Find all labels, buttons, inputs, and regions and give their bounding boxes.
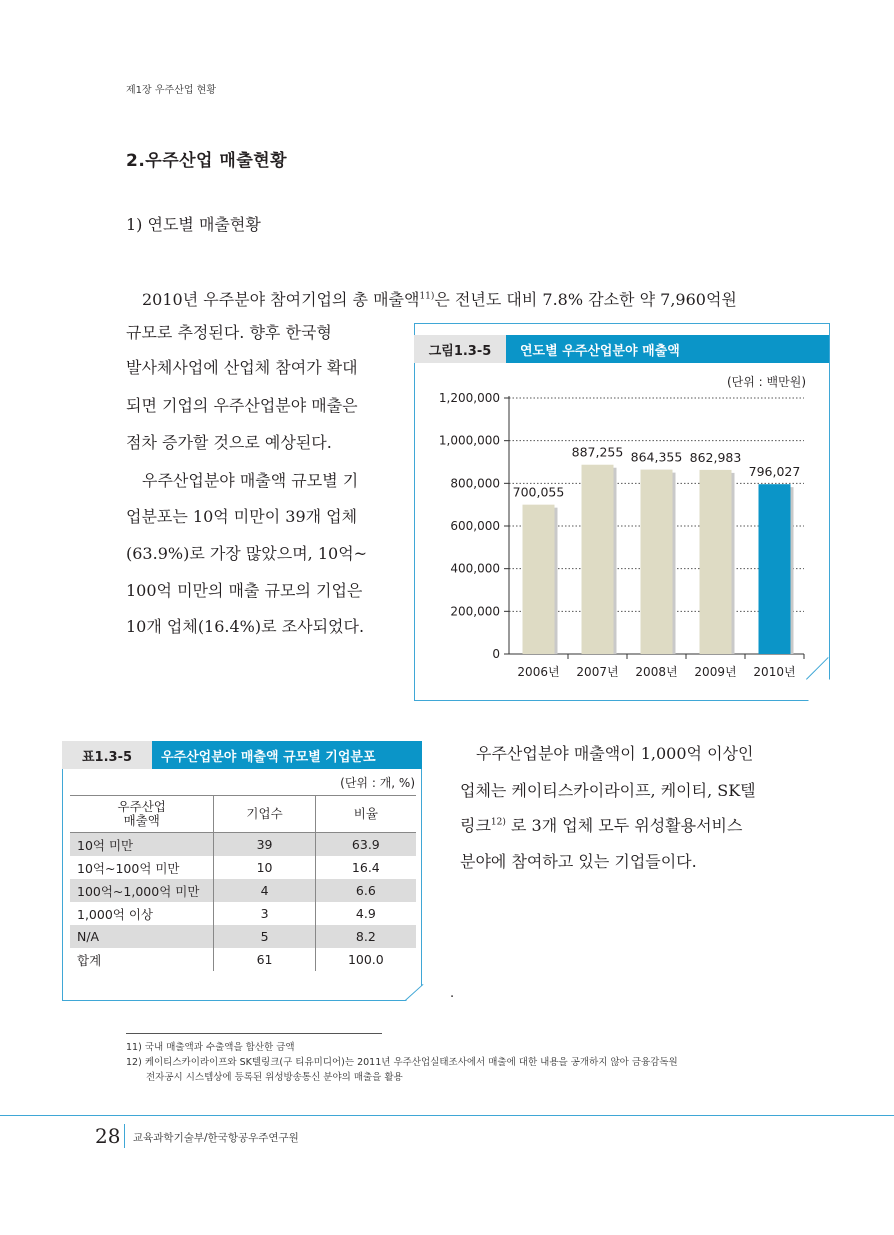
bar-2006년 <box>523 505 555 654</box>
table-title: 우주산업분야 매출액 규모별 기업분포 <box>152 741 422 769</box>
running-header: 제1장 우주산업 현황 <box>126 85 216 96</box>
paragraph1-line: 되면 기업의 우주산업분야 매출은 <box>126 396 358 415</box>
paragraph1-line: 점차 증가할 것으로 예상된다. <box>126 433 332 452</box>
y-tick-label: 800,000 <box>450 476 500 491</box>
chart-unit: (단위 : 백만원) <box>727 375 806 389</box>
x-tick-label: 2007년 <box>576 665 619 679</box>
stray-mark: . <box>450 986 455 1001</box>
table-row-total <box>70 948 416 971</box>
footnote-divider <box>126 1033 382 1034</box>
y-tick-label: 0 <box>492 647 500 661</box>
row-label: 100억~1,000억 미만 <box>70 879 214 902</box>
paragraph1-line: 업분포는 10억 미만이 39개 업체 <box>126 507 358 526</box>
table-row <box>70 902 416 925</box>
paragraph2-line: 링크$^{12)}$ 로 3개 업체 모두 위성활용서비스 <box>460 816 743 835</box>
bar-value-label: 862,983 <box>689 449 742 465</box>
row-label: 10억~100억 미만 <box>77 860 180 876</box>
bar-2008년 <box>641 470 673 654</box>
x-tick-label: 2009년 <box>694 665 737 679</box>
subsection-title: 1) 연도별 매출현황 <box>126 215 261 234</box>
x-tick-label: 2008년 <box>635 665 678 679</box>
bar-2007년 <box>582 465 614 654</box>
y-tick-label: 200,000 <box>450 604 500 619</box>
paragraph2-line: 분야에 참여하고 있는 기업들이다. <box>460 852 697 871</box>
revenue-bar-chart <box>414 365 828 695</box>
y-tick-label: 1,000,000 <box>438 433 500 448</box>
footnote: 전자공시 시스템상에 등록된 위성방송통신 분야의 매출을 활용 <box>146 1072 403 1083</box>
figure-title: 연도별 우주산업분야 매출액 <box>506 335 829 363</box>
bar-value-label: 887,255 <box>571 444 624 460</box>
section-title: 2.우주산업 매출현황 <box>126 151 288 171</box>
distribution-table <box>70 795 416 971</box>
row-ratio: 16.4 <box>315 856 416 879</box>
paragraph1-line: 100억 미만의 매출 규모의 기업은 <box>126 581 363 600</box>
row-count: 4 <box>214 879 315 902</box>
paragraph1-line: 2010년 우주분야 참여기업의 총 매출액$^{11)}$은 전년도 대비 7.8% 감소한 약 7,960억원 <box>142 290 737 309</box>
paragraph1-line: 우주산업분야 매출액 규모별 기 <box>142 471 359 490</box>
y-tick-label: 1,200,000 <box>438 391 500 405</box>
paragraph1-line: 규모로 추정된다. 향후 한국형 <box>126 323 332 342</box>
table-row <box>70 925 416 948</box>
footnote: 11) 국내 매출액과 수출액을 합산한 금액 <box>126 1042 295 1053</box>
bar-value-label: 864,355 <box>630 449 683 465</box>
paragraph1-line: 발사체사업에 산업체 참여가 확대 <box>126 358 358 377</box>
footnote: 12) 케이티스카이라이프와 SK텔링크(구 티유미디어)는 2011년 우주산업실태조사에서 매출에 대한 내용을 공개하지 않아 금융감독원 <box>126 1057 678 1068</box>
x-tick-label: 2010년 <box>753 665 796 679</box>
header-company-count: 기업수 <box>214 796 315 833</box>
row-count: 39 <box>214 833 315 857</box>
row-count: 3 <box>214 902 315 925</box>
paragraph2-line: 우주산업분야 매출액이 1,000억 이상인 <box>476 744 754 763</box>
table-row <box>70 879 416 902</box>
bar-value-label: 700,055 <box>512 484 565 500</box>
header-revenue-size: 우주산업 매출액 <box>70 796 214 833</box>
row-label: 1,000억 이상 <box>77 906 153 922</box>
row-ratio: 100.0 <box>315 948 416 971</box>
row-ratio: 6.6 <box>315 879 416 902</box>
table-unit: (단위 : 개, %) <box>340 776 415 790</box>
row-count: 61 <box>214 948 315 971</box>
figure-label: 그림1.3-5 <box>414 335 506 363</box>
table-row <box>70 856 416 879</box>
table-row <box>70 833 416 857</box>
row-label: 합계 <box>77 952 102 968</box>
bar-2009년 <box>700 470 732 654</box>
paragraph1-line: 10개 업체(16.4%)로 조사되었다. <box>126 617 365 636</box>
bar-2010년 <box>759 484 791 654</box>
footer-separator <box>124 1124 125 1148</box>
x-tick-label: 2006년 <box>517 665 560 679</box>
bar-value-label: 796,027 <box>748 464 801 480</box>
row-count: 10 <box>214 856 315 879</box>
row-label: N/A <box>70 925 214 948</box>
page-number: 28 <box>95 1124 121 1148</box>
paragraph1-line: (63.9%)로 가장 많았으며, 10억~ <box>126 544 368 563</box>
paragraph2-line: 업체는 케이티스카이라이프, 케이티, SK텔 <box>460 781 756 800</box>
row-ratio: 8.2 <box>315 925 416 948</box>
table-header-row <box>70 796 416 833</box>
header-ratio: 비율 <box>315 796 416 833</box>
footnote-ref: 11) <box>419 291 435 302</box>
row-ratio: 4.9 <box>315 902 416 925</box>
publisher: 교육과학기술부/한국항공우주연구원 <box>133 1132 299 1144</box>
row-label: 10억 미만 <box>70 833 214 857</box>
row-ratio: 63.9 <box>315 833 416 857</box>
footnote-ref: 12) <box>490 817 506 828</box>
row-count: 5 <box>214 925 315 948</box>
table-label: 표1.3-5 <box>62 741 152 769</box>
y-tick-label: 600,000 <box>450 519 500 533</box>
footer-rule <box>0 1115 894 1116</box>
y-tick-label: 400,000 <box>450 561 500 576</box>
